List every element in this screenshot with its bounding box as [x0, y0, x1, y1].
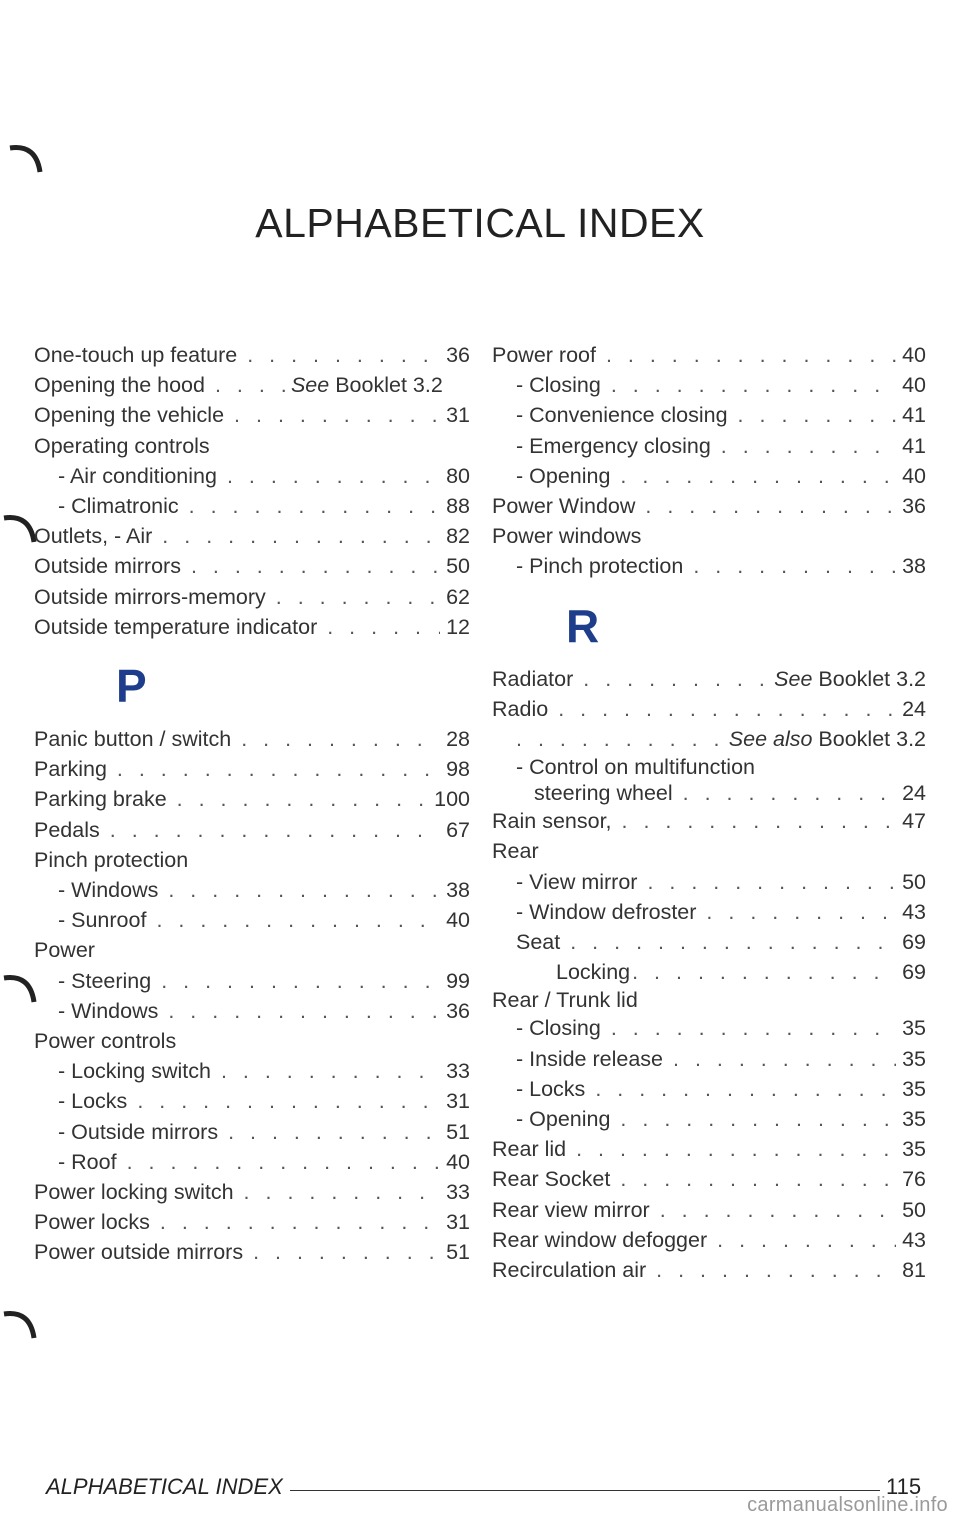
- index-entry: - Windows . . . 36: [34, 996, 470, 1026]
- index-entry: - Convenience closing . . . 41: [492, 400, 926, 430]
- index-entry: - Windows . . . 38: [34, 875, 470, 905]
- index-entry: - Climatronic . . . 88: [34, 491, 470, 521]
- index-entry-heading: Rear / Trunk lid: [492, 988, 638, 1013]
- index-entry-heading: Power windows: [492, 524, 642, 549]
- index-entry: One-touch up feature . . . 36: [34, 340, 470, 370]
- index-section-r: [492, 664, 926, 1286]
- index-entry: - View mirror . . . 50: [492, 867, 926, 897]
- index-section-o: [34, 340, 470, 642]
- index-entry: Parking . . . 98: [34, 754, 470, 784]
- index-entry: - Steering . . . 99: [34, 966, 470, 996]
- index-entry-heading: Power controls: [34, 1029, 177, 1054]
- index-entry: Radiator . . . See Booklet 3.2: [492, 664, 926, 694]
- index-entry: - Inside release . . . 35: [492, 1044, 926, 1074]
- index-entry-heading: - Control on multifunction: [516, 755, 755, 780]
- corner-mark-icon: [6, 142, 46, 182]
- index-entry-heading: Operating controls: [34, 433, 210, 458]
- index-entry: Rear window defogger . . . 43: [492, 1225, 926, 1255]
- footer-rule: [290, 1490, 880, 1491]
- index-entry: Rain sensor, . . . 47: [492, 806, 926, 836]
- index-entry: - Locks . . . 35: [492, 1074, 926, 1104]
- index-entry-heading: Rear: [492, 839, 539, 864]
- index-entry: Power locks . . . 31: [34, 1207, 470, 1237]
- index-entry-heading: Power: [34, 938, 95, 963]
- index-entry: Opening the hood . . . See Booklet 3.2: [34, 370, 470, 400]
- index-entry: Rear Socket . . . 76: [492, 1164, 926, 1194]
- index-entry: Rear lid . . . 35: [492, 1134, 926, 1164]
- index-entry: - Roof . . . 40: [34, 1147, 470, 1177]
- index-entry: - Locking switch . . . 33: [34, 1056, 470, 1086]
- index-entry: - Air conditioning . . . 80: [34, 461, 470, 491]
- index-section-p: [34, 724, 470, 1268]
- index-entry: - Emergency closing . . . 41: [492, 431, 926, 461]
- index-entry: - Closing . . . 40: [492, 370, 926, 400]
- index-entry: steering wheel . . . 24: [492, 780, 926, 806]
- index-entry: - Closing . . . 35: [492, 1013, 926, 1043]
- index-entry: Power Window . . . 36: [492, 491, 926, 521]
- index-entry: Seat . . . 69: [492, 927, 926, 957]
- index-entry: - Opening . . . 35: [492, 1104, 926, 1134]
- index-column-left: [34, 340, 470, 1268]
- watermark: carmanualsonline.info: [747, 1494, 948, 1516]
- page-number: 115: [886, 1474, 922, 1499]
- index-entry: Pedals . . . 67: [34, 815, 470, 845]
- index-entry: Recirculation air . . . 81: [492, 1255, 926, 1285]
- index-entry: - Locks . . . 31: [34, 1086, 470, 1116]
- index-entry: Outside temperature indicator . . . 12: [34, 612, 470, 642]
- page-title: ALPHABETICAL INDEX: [255, 200, 705, 246]
- index-entry: - Sunroof . . . 40: [34, 905, 470, 935]
- index-column-right: [492, 340, 926, 1285]
- footer-title: ALPHABETICAL INDEX: [46, 1474, 283, 1499]
- index-entry: Rear view mirror . . . 50: [492, 1195, 926, 1225]
- index-entry: Outside mirrors-memory . . . 62: [34, 582, 470, 612]
- index-section-p-continued: [492, 340, 926, 582]
- section-letter-r: R: [566, 599, 600, 652]
- corner-mark-icon: [0, 1308, 40, 1348]
- index-entry-heading: Pinch protection: [34, 847, 189, 872]
- index-entry: Outside mirrors . . . 50: [34, 551, 470, 581]
- index-entry: - Outside mirrors . . . 51: [34, 1117, 470, 1147]
- index-entry: - Window defroster . . . 43: [492, 897, 926, 927]
- index-entry: Parking brake . . . 100: [34, 784, 470, 814]
- index-entry: Outlets, - Air . . . 82: [34, 521, 470, 551]
- index-entry: Power locking switch . . . 33: [34, 1177, 470, 1207]
- index-entry: Panic button / switch . . . 28: [34, 724, 470, 754]
- index-entry: Locking . . . 69: [492, 957, 926, 987]
- index-entry: Radio . . . 24: [492, 694, 926, 724]
- index-entry: Power outside mirrors . . . 51: [34, 1237, 470, 1267]
- index-entry: - Opening . . . 40: [492, 461, 926, 491]
- index-entry: Opening the vehicle . . . 31: [34, 400, 470, 430]
- index-entry: . . . See also Booklet 3.2: [492, 724, 926, 754]
- index-entry: Power roof . . . 40: [492, 340, 926, 370]
- section-letter-p: P: [116, 660, 147, 713]
- index-entry: - Pinch protection . . . 38: [492, 551, 926, 581]
